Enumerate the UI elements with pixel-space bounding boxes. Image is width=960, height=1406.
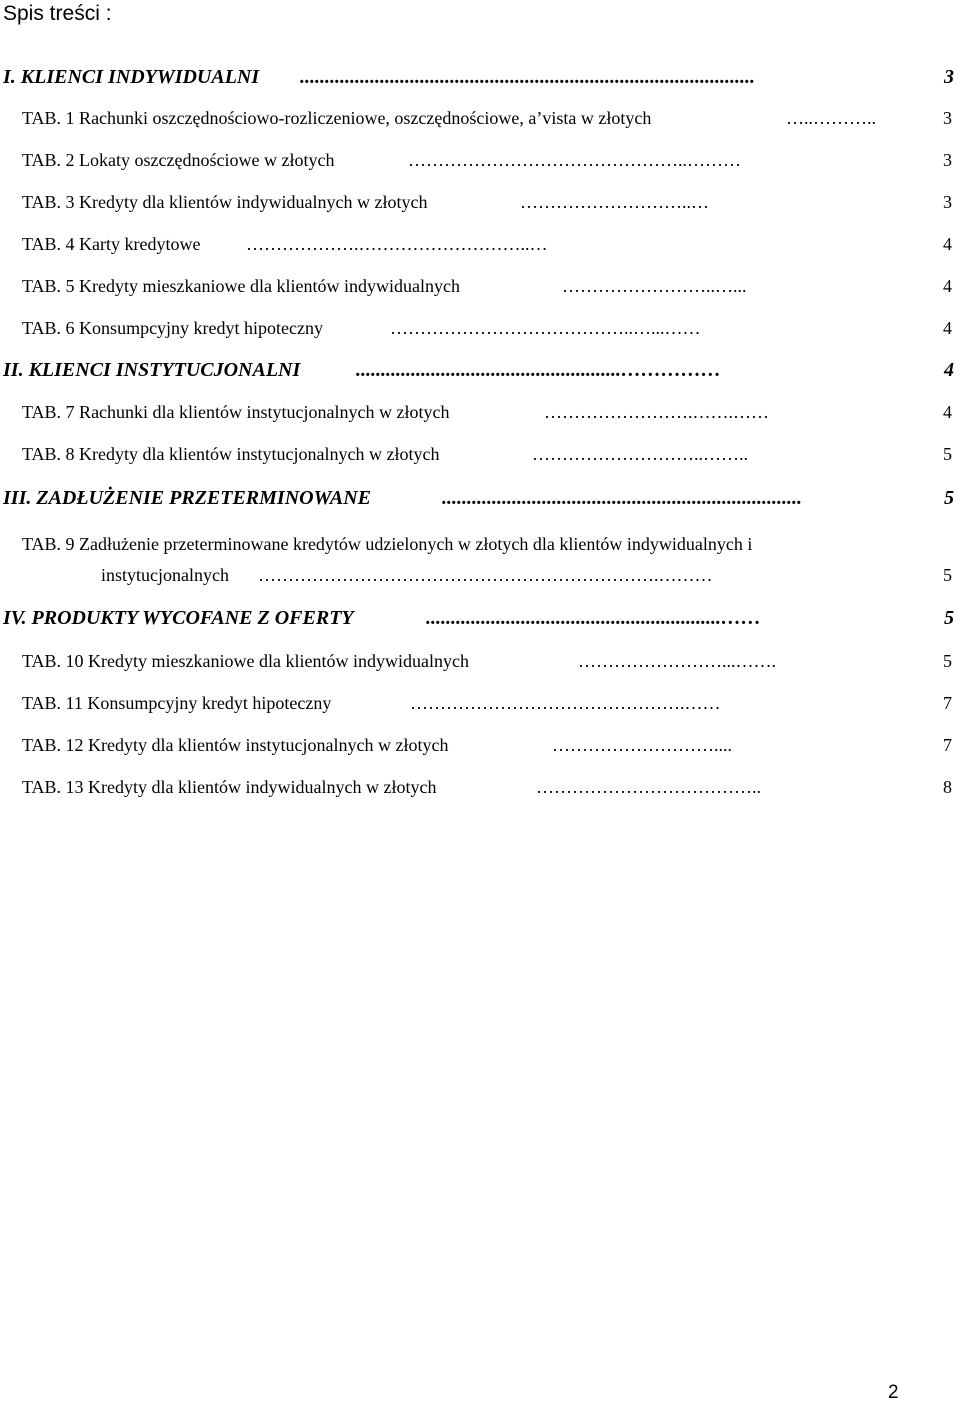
toc-entry-page: 3 <box>943 150 952 170</box>
toc-entry-title: TAB. 2 Lokaty oszczędnościowe w złotych <box>22 150 335 170</box>
toc-entry-page: 3 <box>944 66 954 88</box>
toc-entry-leader: ……………….………………………..… <box>246 234 548 254</box>
toc-entry-page: 4 <box>943 234 952 254</box>
toc-table-2[interactable] <box>0 145 960 175</box>
toc-entry-page: 3 <box>943 108 952 128</box>
toc-table-9[interactable] <box>0 532 960 588</box>
toc-entry-page: 5 <box>944 487 954 509</box>
toc-table-6[interactable] <box>0 313 960 343</box>
toc-entry-title: TAB. 12 Kredyty dla klientów instytucjonalnych w złotych <box>22 735 449 755</box>
toc-entry-page: 4 <box>943 318 952 338</box>
toc-entry-leader: ……………………………………….…… <box>410 693 721 713</box>
toc-entry-leader: ........................................................................ <box>442 487 802 509</box>
toc-entry-title: I. KLIENCI INDYWIDUALNI <box>3 66 260 88</box>
toc-entry-leader: ........................................................................................... <box>300 66 755 88</box>
toc-entry-leader: ………………………………………..……… <box>408 150 741 170</box>
toc-entry-title: TAB. 4 Karty kredytowe <box>22 234 201 254</box>
toc-entry-title: TAB. 8 Kredyty dla klientów instytucjonalnych w złotych <box>22 444 440 464</box>
toc-entry-title: II. KLIENCI INSTYTUCJONALNI <box>3 359 301 381</box>
toc-section-3[interactable] <box>0 483 960 513</box>
toc-entry-page: 4 <box>943 276 952 296</box>
toc-entry-page: 4 <box>944 359 954 381</box>
toc-entry-title: TAB. 7 Rachunki dla klientów instytucjonalnych w złotych <box>22 402 450 422</box>
toc-entry-leader: ……………………………….. <box>536 777 761 797</box>
toc-entry-page: 8 <box>943 777 952 797</box>
toc-entry-title: TAB. 10 Kredyty mieszkaniowe dla klientów indywidualnych <box>22 651 469 671</box>
page-number: 2 <box>888 1382 899 1403</box>
toc-entry-leader: ………………………………………………………….……… <box>258 565 713 585</box>
toc-entry-title: TAB. 11 Konsumpcyjny kredyt hipoteczny <box>22 693 332 713</box>
toc-table-5[interactable] <box>0 271 960 301</box>
toc-entry-page: 5 <box>943 565 952 585</box>
toc-entry-leader: ……………………..…... <box>562 276 747 296</box>
toc-table-10[interactable] <box>0 646 960 676</box>
toc-entry-title: TAB. 13 Kredyty dla klientów indywidualnych w złotych <box>22 777 437 797</box>
toc-heading: Spis treści : <box>3 2 112 25</box>
toc-entry-title: TAB. 5 Kredyty mieszkaniowe dla klientów indywidualnych <box>22 276 460 296</box>
toc-entry-page: 4 <box>943 402 952 422</box>
toc-entry-leader: …………………….…….…… <box>544 402 769 422</box>
toc-entry-leader: ………………………..… <box>520 192 709 212</box>
toc-entry-leader: …..……….. <box>786 108 876 128</box>
toc-entry-leader: ……………………….... <box>552 735 732 755</box>
toc-entry-leader: ……………………...……. <box>578 651 776 671</box>
toc-entry-page: 7 <box>943 693 952 713</box>
toc-entry-title: III. ZADŁUŻENIE PRZETERMINOWANE <box>3 487 372 509</box>
toc-section-4[interactable] <box>0 603 960 633</box>
toc-entry-title: TAB. 9 Zadłużenie przeterminowane kredytów udzielonych w złotych dla klientów indywidualnych i <box>22 534 753 554</box>
toc-entry-page: 3 <box>943 192 952 212</box>
toc-entry-leader: …………………………………..…...…… <box>390 318 701 338</box>
toc-entry-page: 5 <box>944 607 954 629</box>
toc-entry-leader: .....................................................…………… <box>356 359 721 381</box>
toc-table-4[interactable] <box>0 229 960 259</box>
toc-entry-title: TAB. 1 Rachunki oszczędnościowo-rozliczeniowe, oszczędnościowe, a’vista w złotych <box>22 108 652 128</box>
toc-entry-page: 7 <box>943 735 952 755</box>
toc-entry-page: 5 <box>943 444 952 464</box>
toc-table-3[interactable] <box>0 187 960 217</box>
toc-entry-leader: ...........................................................…… <box>426 607 761 629</box>
toc-entry-title-continued: instytucjonalnych <box>101 565 229 585</box>
toc-section-1[interactable] <box>0 62 960 92</box>
toc-table-13[interactable] <box>0 772 960 802</box>
toc-section-2[interactable] <box>0 355 960 385</box>
toc-entry-title: TAB. 3 Kredyty dla klientów indywidualnych w złotych <box>22 192 428 212</box>
toc-entry-page: 5 <box>943 651 952 671</box>
toc-entry-title: IV. PRODUKTY WYCOFANE Z OFERTY <box>3 607 354 629</box>
toc-entry-title: TAB. 6 Konsumpcyjny kredyt hipoteczny <box>22 318 324 338</box>
toc-table-12[interactable] <box>0 730 960 760</box>
toc-table-1[interactable] <box>0 103 960 133</box>
toc-entry-leader: ………………………..…….. <box>532 444 748 464</box>
toc-table-11[interactable] <box>0 688 960 718</box>
toc-table-8[interactable] <box>0 439 960 469</box>
toc-table-7[interactable] <box>0 397 960 427</box>
